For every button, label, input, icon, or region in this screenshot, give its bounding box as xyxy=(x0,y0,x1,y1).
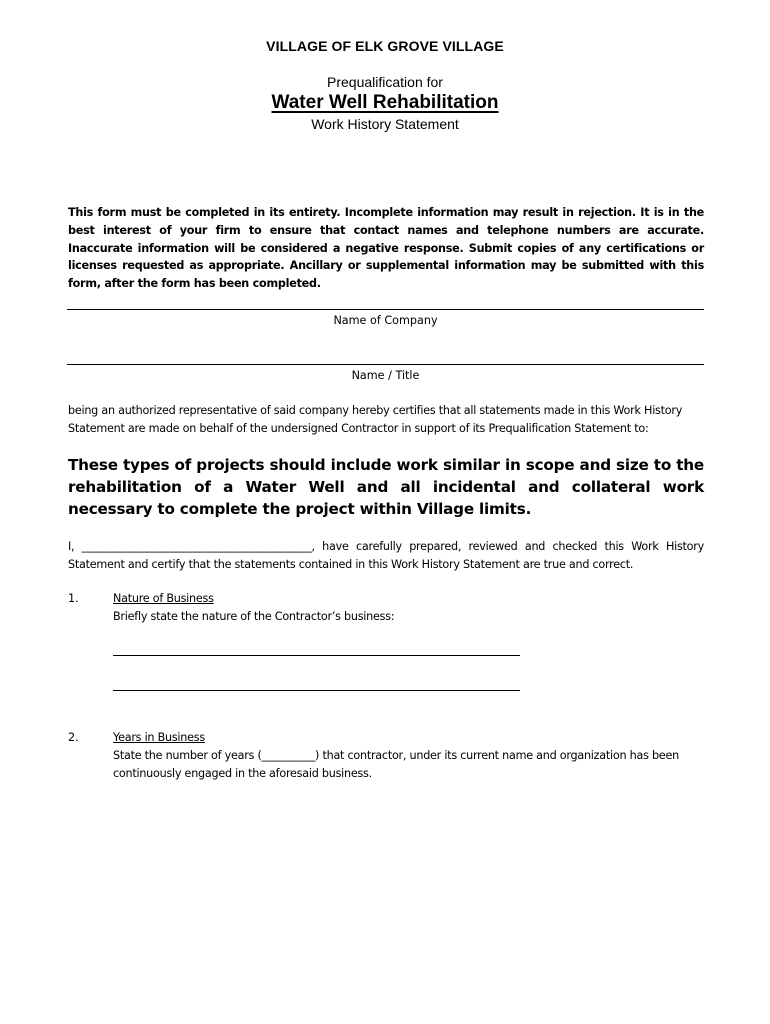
declaration-paragraph: I, ___________________________________________, have carefully prepared, reviewed and checked this Work History Statement and certify that the statements contained in this Work History Statement are true and correct. xyxy=(68,540,704,571)
section-heading: Years in Business xyxy=(113,731,205,744)
certification-paragraph: being an authorized representative of said company hereby certifies that all statements made in this Work History Statement are made on behalf of the undersigned Contractor in support of its Prequalification Statement to: xyxy=(68,404,683,435)
business-nature-line-2[interactable] xyxy=(113,690,520,691)
section-years-in-business xyxy=(113,729,705,782)
section-number: 2. xyxy=(68,731,79,744)
name-title-line[interactable] xyxy=(67,364,704,365)
business-nature-line-1[interactable] xyxy=(113,655,520,656)
village-name: VILLAGE OF ELK GROVE VILLAGE xyxy=(266,38,504,54)
project-scope-headline: These types of projects should include work similar in scope and size to the rehabilitation of a Water Well and all incidental and collateral work necessary to complete the project within Village limits. xyxy=(68,456,704,518)
prequal-label: Prequalification for xyxy=(327,74,443,90)
company-name-line[interactable] xyxy=(67,309,704,310)
section-number: 1. xyxy=(68,592,79,605)
company-name-label: Name of Company xyxy=(333,314,438,327)
page-subtitle: Work History Statement xyxy=(311,116,459,132)
section-text: State the number of years (__________) that contractor, under its current name and organization has been continuously engaged in the aforesaid business. xyxy=(113,748,679,780)
section-nature-of-business xyxy=(113,590,705,626)
intro-paragraph: This form must be completed in its entirety. Incomplete information may result in rejection. It is in the best interest of your firm to ensure that contact names and telephone numbers are accurate. Inaccurate information will be considered a negative response. Submit copies of any certifications or licenses requested as appropriate. Ancillary or supplemental information may be submitted with this form, after the form has been completed. xyxy=(68,206,704,291)
name-title-label: Name / Title xyxy=(351,369,420,382)
page-title xyxy=(0,92,770,114)
section-text: Briefly state the nature of the Contractor’s business: xyxy=(113,609,395,623)
page-title-text: Water Well Rehabilitation xyxy=(271,92,499,113)
section-heading: Nature of Business xyxy=(113,592,214,605)
